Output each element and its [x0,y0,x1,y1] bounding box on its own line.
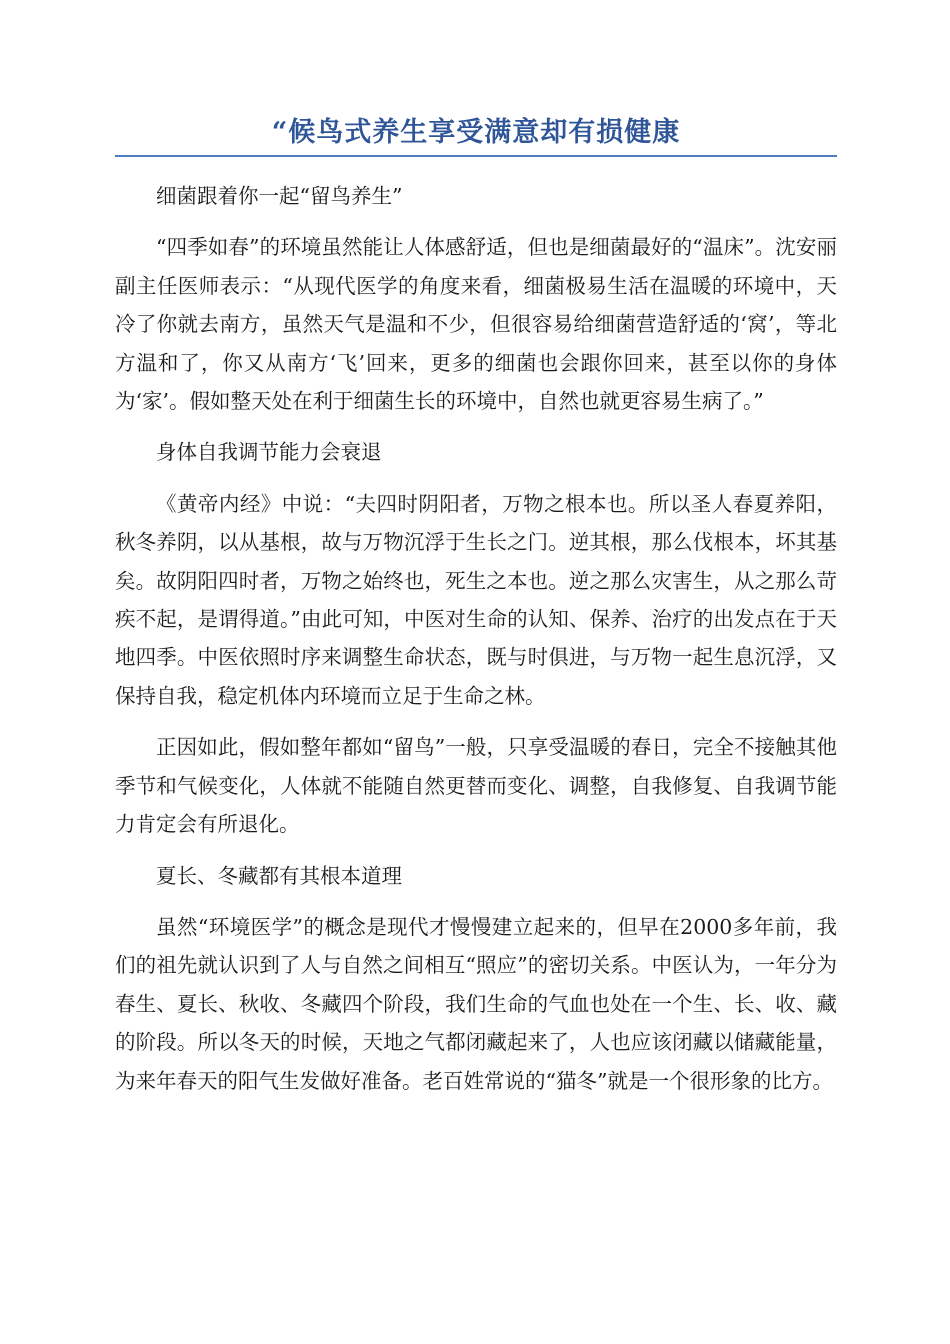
section-heading-seasons: 夏长、冬藏都有其根本道理 [156,863,402,888]
section-heading-self-regulation: 身体自我调节能力会衰退 [156,440,382,465]
section-heading-bacteria: 细菌跟着你一起“留鸟养生” [156,184,403,208]
paragraph-huangdi-neijing: 《黄帝内经》中说：“夫四时阴阳者，万物之根本也。所以圣人春夏养阳，秋冬养阴，以从基根，故与万物沉浮于生长之门。逆其根，那么伐根本，坏其基矣。故阴阳四时者，万物之始终也，死生之本也。逆之那么灾害生，从之那么苛疾不起，是谓得道。”由此可知，中医对生命的认知、保养、治疗的出发点在于天地四季。中医依照时序来调整生命状态，既与时俱进，与万物一起生息沉浮，又保持自我，稳定机体内环境而立足于生命之林。 [115,491,837,708]
paragraph-bacteria: “四季如春”的环境虽然能让人体感舒适，但也是细菌最好的“温床”。沈安丽副主任医师表示：“从现代医学的角度来看，细菌极易生活在温暖的环境中，天冷了你就去南方，虽然天气是温和不少，但很容易给细菌营造舒适的‘窝’，等北方温和了，你又从南方‘飞’回来，更多的细菌也会跟你回来，甚至以你的身体为‘家’。假如整天处在利于细菌生长的环境中，自然也就更容易生病了。” [115,235,837,414]
document-title: “候鸟式养生享受满意却有损健康 [115,114,837,157]
paragraph-environment-medicine: 虽然“环境医学”的概念是现代才慢慢建立起来的，但早在2000多年前，我们的祖先就认识到了人与自然之间相互“照应”的密切关系。中医认为，一年分为春生、夏长、秋收、冬藏四个阶段，我们生命的气血也处在一个生、长、收、藏的阶段。所以冬天的时候，天地之气都闭藏起来了，人也应该闭藏以储藏能量，为来年春天的阳气生发做好准备。老百姓常说的“猫冬”就是一个很形象的比方。 [115,914,837,1093]
paragraph-migratory-bird: 正因如此，假如整年都如“留鸟”一般，只享受温暖的春日，完全不接触其他季节和气候变化，人体就不能随自然更替而变化、调整，自我修复、自我调节能力肯定会有所退化。 [115,735,837,837]
document-page [115,0,837,1113]
document-body [115,177,837,1100]
